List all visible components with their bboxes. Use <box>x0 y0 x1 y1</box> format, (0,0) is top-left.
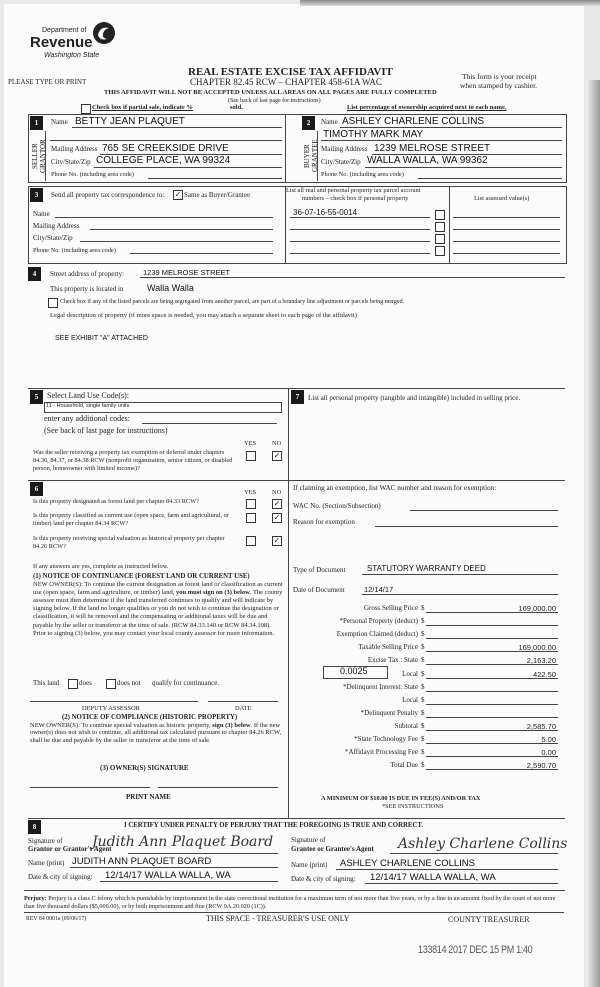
parcel-header-1: List all real and personal property tax parcel account <box>286 187 421 194</box>
s5-s6-divider <box>28 480 288 481</box>
legal-description-value: SEE EXHIBIT "A" ATTACHED <box>55 335 148 342</box>
grantee-sig-label-2: Grantee or Grantee's Agent <box>291 845 374 853</box>
owner-signature-line[interactable] <box>30 787 150 788</box>
amount-field[interactable] <box>426 691 558 692</box>
grantee-date-value: 12/14/17 WALLA WALLA, WA <box>370 872 496 883</box>
doc-type-label: Type of Document <box>293 566 346 574</box>
personal-property-label: List all personal property (tangible and intangible) included in selling price. <box>308 394 521 402</box>
does-label: does <box>79 679 92 687</box>
buyer-phone-label: Phone No. (including area code) <box>321 171 404 178</box>
currency-symbol: $ <box>421 604 425 612</box>
buyer-name-label: Name <box>321 118 338 126</box>
land-use-label: Select Land Use Code(s): <box>47 391 129 400</box>
grantee-signature: Ashley Charlene Collins <box>398 836 568 852</box>
perjury-bold: Perjury: <box>24 895 47 902</box>
grantee-date-field[interactable] <box>365 883 558 884</box>
amount-label: *State Technology Fee <box>354 735 418 743</box>
warning-banner: THIS AFFIDAVIT WILL NOT BE ACCEPTED UNLESS ALL AREAS ON ALL PAGES ARE FULLY COMPLETED <box>104 89 437 96</box>
buyer-name2-value: TIMOTHY MARK MAY <box>323 129 424 140</box>
exemption-label: If claiming an exemption, list WAC number and reason for exemption: <box>293 484 497 492</box>
grantee-sig-label-1: Signature of <box>291 836 326 844</box>
amount-value: 5.00 <box>541 735 556 744</box>
doc-type-field[interactable] <box>362 574 558 575</box>
s6-yes-checkbox[interactable] <box>246 536 256 546</box>
ownership-note: List percentage of ownership acquired next to each name. <box>347 104 507 111</box>
s3-phone-field[interactable] <box>130 253 273 254</box>
perjury-notice <box>24 895 564 913</box>
section-5-badge: 5 <box>30 390 43 404</box>
s6-question: Is this property classified as current use (open space, farm and agricultural, or timber) land per chapter 84.34 RCW? <box>33 512 229 527</box>
s6-no-checkbox[interactable]: ✓ <box>273 499 281 508</box>
section-3-badge: 3 <box>30 188 43 202</box>
print-name-label: PRINT NAME <box>126 793 171 801</box>
parcel-number-field[interactable] <box>290 241 430 242</box>
s3-phone-label: Phone No. (including area code) <box>33 247 116 254</box>
dor-swirl-icon <box>92 21 116 45</box>
additional-codes-label: enter any additional codes: <box>44 414 130 423</box>
seller-name2-field[interactable] <box>50 140 282 141</box>
county-treasurer: COUNTY TREASURER <box>448 915 530 924</box>
located-in-value: Walla Walla <box>147 283 194 293</box>
section-2-badge: 2 <box>302 116 315 130</box>
currency-symbol: $ <box>421 735 425 743</box>
s6-no-checkbox[interactable]: ✓ <box>273 513 281 522</box>
same-as-buyer-label: Same as Buyer/Grantee <box>184 191 251 199</box>
perjury-text: Perjury is a class C felony which is punishable by imprisonment in the state correctional institution for a maximum term of not more than five years, or by a fine in an amount fixed by the court of not more than five thousand dollars ($5,000.00), or by both imprisonment and fine (RCW 9A.20.020 (1C)). <box>24 895 556 910</box>
section-3-divider-1 <box>285 186 286 263</box>
amount-value: 169,000.00 <box>518 643 556 653</box>
grantee-text: GRANTEE <box>311 139 319 173</box>
logo-line1: Department of <box>42 27 87 34</box>
personal-property-checkbox[interactable] <box>435 222 445 232</box>
seller-phone-label: Phone No. (including area code) <box>51 171 134 178</box>
segregated-checkbox[interactable] <box>48 298 58 308</box>
grantee-name-field[interactable] <box>336 869 558 870</box>
send-correspondence-label: Send all property tax correspondence to: <box>51 191 165 199</box>
grantor-date-label: Date & city of signing: <box>28 873 93 881</box>
notice-compliance <box>30 722 285 744</box>
seller-address-label: Mailing Address <box>51 145 98 153</box>
s6-question: Is this property receiving special valuation as historical property per chapter 84.26 RCW? <box>33 535 225 550</box>
amount-label: *Personal Property (deduct) <box>339 617 418 626</box>
qualify-label: qualify for continuance. <box>152 679 220 687</box>
amount-label: Gross Selling Price <box>363 604 418 612</box>
seller-name-value: BETTY JEAN PLAQUET <box>75 116 185 127</box>
currency-symbol: $ <box>421 682 425 691</box>
partial-sale-checkbox[interactable] <box>81 104 91 114</box>
personal-property-checkbox[interactable] <box>435 234 445 244</box>
doc-date-value: 12/14/17 <box>364 585 394 594</box>
notice1-title: (1) NOTICE OF CONTINUANCE (FOREST LAND OR CURRENT USE) <box>33 573 250 580</box>
grantor-name-value: JUDITH ANN PLAQUET BOARD <box>72 856 212 867</box>
form-title: REAL ESTATE EXCISE TAX AFFIDAVIT <box>188 66 393 78</box>
amount-label: Excise Tax : State <box>367 656 418 665</box>
parcel-number-field[interactable] <box>290 217 430 218</box>
s6-question: Is this property designated as forest land per chapter 84.33 RCW? <box>33 498 199 505</box>
buyer-city-label: City/State/Zip <box>321 158 361 166</box>
does-not-checkbox[interactable] <box>106 679 116 689</box>
parties-divider <box>285 114 286 182</box>
notice1-body-b: . The county assessor must then determine if the land transferred continues to qualify and will indicate by signing below. If the land no longer qualifies or you do not wish to continue the designation or classification, it will be removed and the compensating or additional taxes will be due and payable by the seller or transferor at the time of sale. (RCW 84.33.140 or RCW 84.34.108). Prior to signing (3) below, you may contact your local county assessor for more information. <box>33 589 283 637</box>
this-land-label: This land <box>33 679 60 687</box>
reason-label: Reason for exemption <box>293 518 355 526</box>
section-8-top-border <box>28 818 565 819</box>
minimum-note: A MINIMUM OF $10.00 IS DUE IN FEE(S) AND/OR TAX <box>321 795 481 802</box>
s7-divider <box>289 480 565 481</box>
notice2-bold: sign (3) below <box>212 722 251 729</box>
grantor-signature: Judith Ann Plaquet Board <box>92 834 274 850</box>
seller-address-value: 765 SE CREEKSIDE DRIVE <box>102 143 229 154</box>
land-use-value: 11 - Household, single family units <box>46 403 130 409</box>
amount-field[interactable] <box>426 717 558 718</box>
notice1-body-a: NEW OWNER(S): To continue the current designation as forest land or classification as current use (open space, farm and agriculture, or timber) land, <box>33 581 283 597</box>
section-7-badge: 7 <box>291 390 304 404</box>
local-rate-value: 0.0025 <box>340 666 368 676</box>
amount-value: 2,163.20 <box>526 656 556 666</box>
s3-address-field[interactable] <box>90 229 273 230</box>
seller-city-field[interactable] <box>94 167 282 168</box>
doc-type-value: STATUTORY WARRANTY DEED <box>367 564 486 573</box>
currency-symbol: $ <box>421 695 425 704</box>
sold-label: sold. <box>230 104 243 111</box>
amount-label: Total Due <box>390 761 418 770</box>
additional-codes-field[interactable] <box>142 423 277 424</box>
amount-label: *Delinquent Interest: State <box>342 682 418 691</box>
buyer-city-value: WALLA WALLA, WA 99362 <box>367 155 488 166</box>
parcel-header-2: numbers – check box if personal property <box>302 195 409 202</box>
deputy-assessor-line[interactable] <box>30 701 198 702</box>
see-instructions: *SEE INSTRUCTIONS <box>382 803 444 810</box>
s3-city-label: City/State/Zip <box>33 234 73 242</box>
treasurer-stamp: 133814 2017 DEC 15 PM 1:40 <box>418 944 533 956</box>
doc-date-field[interactable] <box>362 594 558 595</box>
currency-symbol: $ <box>421 669 425 678</box>
amount-label: *Delinquent Penalty <box>360 708 418 717</box>
reason-field[interactable] <box>375 526 558 527</box>
grantee-name-value: ASHLEY CHARLENE COLLINS <box>340 858 475 869</box>
grantor-name-label: Name (print) <box>28 859 65 867</box>
currency-symbol: $ <box>421 761 425 770</box>
notice1-bold: you must sign on (3) below <box>175 589 250 597</box>
deputy-assessor-label: DEPUTY ASSESSOR <box>82 705 140 712</box>
amount-label: Exemption Claimed (deduct) <box>336 630 418 639</box>
amount-label: Subtotal <box>394 721 418 730</box>
s6-yes-header: YES <box>244 489 257 496</box>
currency-symbol: $ <box>421 708 425 717</box>
section-4-badge: 4 <box>28 267 41 281</box>
grantor-date-value: 12/14/17 WALLA WALLA, WA <box>105 870 231 881</box>
s3-name-label: Name <box>33 210 50 218</box>
grantor-name-field[interactable] <box>70 867 278 868</box>
seller-city-label: City/State/Zip <box>51 158 91 166</box>
assessed-value-field[interactable] <box>453 229 560 230</box>
buyer-name2-field[interactable] <box>321 140 562 141</box>
s5-yes-header: YES <box>244 440 257 447</box>
owner-signature-label: (3) OWNER(S) SIGNATURE <box>100 764 189 772</box>
amount-field[interactable] <box>426 704 558 705</box>
parcel-number-field[interactable] <box>290 253 430 254</box>
s6-no-header: NO <box>272 489 282 496</box>
same-as-buyer-checkbox[interactable]: ✓ <box>174 190 182 199</box>
grantee-name-label: Name (print) <box>291 861 328 869</box>
amount-field[interactable] <box>426 625 558 626</box>
notice-continuance <box>33 573 283 638</box>
section-6-badge: 6 <box>30 482 43 496</box>
date-label: DATE <box>235 705 252 712</box>
amount-label: *Affidavit Processing Fee <box>345 748 418 757</box>
s5-question: Was the seller receiving a property tax exemption or deferral under chapters 84.36, 84.37, or 84.38 RCW (nonprofit organization, senior citizen, or disabled person, homeowner with limited income)? <box>33 449 233 472</box>
seller-name-field[interactable] <box>72 127 282 128</box>
if-yes-note: If any answers are yes, complete as instructed below. <box>33 563 169 570</box>
assessor-date-line[interactable] <box>208 701 278 702</box>
buyer-phone-field[interactable] <box>418 178 562 179</box>
grantee-signature-field[interactable] <box>390 853 558 854</box>
s5-no-header: NO <box>272 440 282 447</box>
located-in-label: This property is located in <box>50 285 124 293</box>
grantor-signature-field[interactable] <box>128 853 278 854</box>
currency-symbol: $ <box>421 748 425 757</box>
receipt-note-2: when stamped by cashier. <box>460 81 538 90</box>
grantee-date-label: Date & city of signing: <box>291 875 356 883</box>
assessed-header: List assessed value(s) <box>474 195 530 202</box>
section-3-divider-2 <box>449 186 450 263</box>
currency-symbol: $ <box>421 721 425 730</box>
s3-address-label: Mailing Address <box>33 222 80 230</box>
assessed-value-field[interactable] <box>453 253 560 254</box>
s5-no-checkbox[interactable]: ✓ <box>273 451 281 460</box>
s6-yes-checkbox[interactable] <box>246 513 256 523</box>
s5-yes-checkbox[interactable] <box>246 451 256 461</box>
wac-label: WAC No. (Section/Subsection) <box>293 502 381 510</box>
treasurer-use-only: THIS SPACE - TREASURER'S USE ONLY <box>206 914 350 923</box>
does-not-label: does not <box>117 679 141 687</box>
buyer-address-value: 1239 MELROSE STREET <box>374 143 491 154</box>
grantor-sig-label-1: Signature of <box>28 837 63 845</box>
seller-name-label: Name <box>51 118 68 126</box>
grantor-text: GRANTOR <box>39 139 47 173</box>
amount-label: Taxable Selling Price <box>358 643 418 652</box>
section-1-badge: 1 <box>30 116 43 130</box>
buyer-name-field[interactable] <box>340 127 562 128</box>
s6-yes-checkbox[interactable] <box>246 499 256 509</box>
seller-phone-field[interactable] <box>148 178 282 179</box>
lower-frame-top <box>28 388 565 389</box>
assessed-value-field[interactable] <box>453 217 560 218</box>
amount-field[interactable] <box>426 638 558 639</box>
please-type: PLEASE TYPE OR PRINT <box>8 78 87 86</box>
form-chapter: CHAPTER 82.45 RCW – CHAPTER 458-61A WAC <box>190 77 382 87</box>
amount-value: 2,585.70 <box>526 721 556 731</box>
legal-description-label: Legal description of property (if more space is needed, you may attach a separate sheet to each page of the affidavit) <box>50 312 357 319</box>
seller-label <box>31 136 47 176</box>
grantor-sig-label-2: Grantor or Grantor's Agent <box>28 845 112 853</box>
certify-statement: I CERTIFY UNDER PENALTY OF PERJURY THAT THE FOREGOING IS TRUE AND CORRECT. <box>124 822 424 829</box>
s3-city-field[interactable] <box>80 241 273 242</box>
personal-property-checkbox[interactable] <box>435 246 445 256</box>
amount-value: 422.50 <box>533 669 556 679</box>
street-address-value: 1239 MELROSE STREET <box>143 268 231 277</box>
grantor-date-field[interactable] <box>100 881 278 882</box>
s3-name-field[interactable] <box>55 217 273 218</box>
perjury-top-border <box>24 890 565 891</box>
assessed-value-field[interactable] <box>453 241 560 242</box>
s6-no-checkbox[interactable]: ✓ <box>273 536 281 545</box>
scan-shadow <box>300 0 600 6</box>
logo-line3: Washington State <box>44 52 100 59</box>
wac-field[interactable] <box>410 510 558 511</box>
personal-property-checkbox[interactable] <box>435 210 445 220</box>
notice2-title: (2) NOTICE OF COMPLIANCE (HISTORIC PROPERTY) <box>62 714 238 721</box>
lower-frame-divider <box>288 388 289 818</box>
amount-label: Local <box>402 669 418 678</box>
currency-symbol: $ <box>421 630 425 639</box>
parcel-number-field[interactable] <box>290 229 430 230</box>
segregated-label: Check box if any of the listed parcels are being segregated from another parcel, are part of a boundary line adjustment or parcels being merged. <box>60 299 405 305</box>
buyer-name-value: ASHLEY CHARLENE COLLINS <box>342 116 485 127</box>
notice2-body-b: . If the new owner(s) does not wish to continue, all additional tax calculated pursuant to chapter 84.26 RCW, shall be due and payable by the seller or transferor at the time of sale. <box>30 722 282 744</box>
buyer-address-label: Mailing Address <box>321 145 368 153</box>
scan-shadow <box>586 80 600 987</box>
dor-logo <box>30 27 110 67</box>
buyer-label <box>303 136 319 176</box>
see-back-note: (See back of last page for instructions) <box>228 98 321 104</box>
street-address-field[interactable] <box>140 277 565 278</box>
seller-city-value: COLLEGE PLACE, WA 99324 <box>96 155 231 166</box>
seller-text: SELLER <box>31 143 39 169</box>
currency-symbol: $ <box>421 656 425 665</box>
does-checkbox[interactable] <box>68 679 78 689</box>
receipt-note-1: This form is your receipt <box>462 72 537 81</box>
partial-sale-label: Check box if partial sale, indicate % <box>92 104 193 111</box>
buyer-city-field[interactable] <box>365 167 562 168</box>
print-name-line[interactable] <box>158 787 278 788</box>
buyer-text: BUYER <box>303 144 311 168</box>
s5-see-back: (See back of last page for instructions) <box>44 426 168 435</box>
parcel-number-value: 36-07-16-55-0014 <box>293 208 358 217</box>
street-address-label: Street address of property: <box>50 270 125 278</box>
amount-label: Local <box>402 695 418 704</box>
currency-symbol: $ <box>421 617 425 626</box>
notice2-body-a: NEW OWNER(S): To continue special valuation as historic property, <box>30 722 211 729</box>
amount-value: 169,000.00 <box>518 604 556 613</box>
logo-line2: Revenue <box>30 34 93 51</box>
amount-value: 2,590.70 <box>526 761 556 771</box>
currency-symbol: $ <box>421 643 425 652</box>
section-8-badge: 8 <box>28 820 41 834</box>
rev-number: REV 84 0001a (09/06/17) <box>26 916 87 922</box>
doc-date-label: Date of Document <box>293 586 345 594</box>
amount-value: 0.00 <box>541 748 556 758</box>
